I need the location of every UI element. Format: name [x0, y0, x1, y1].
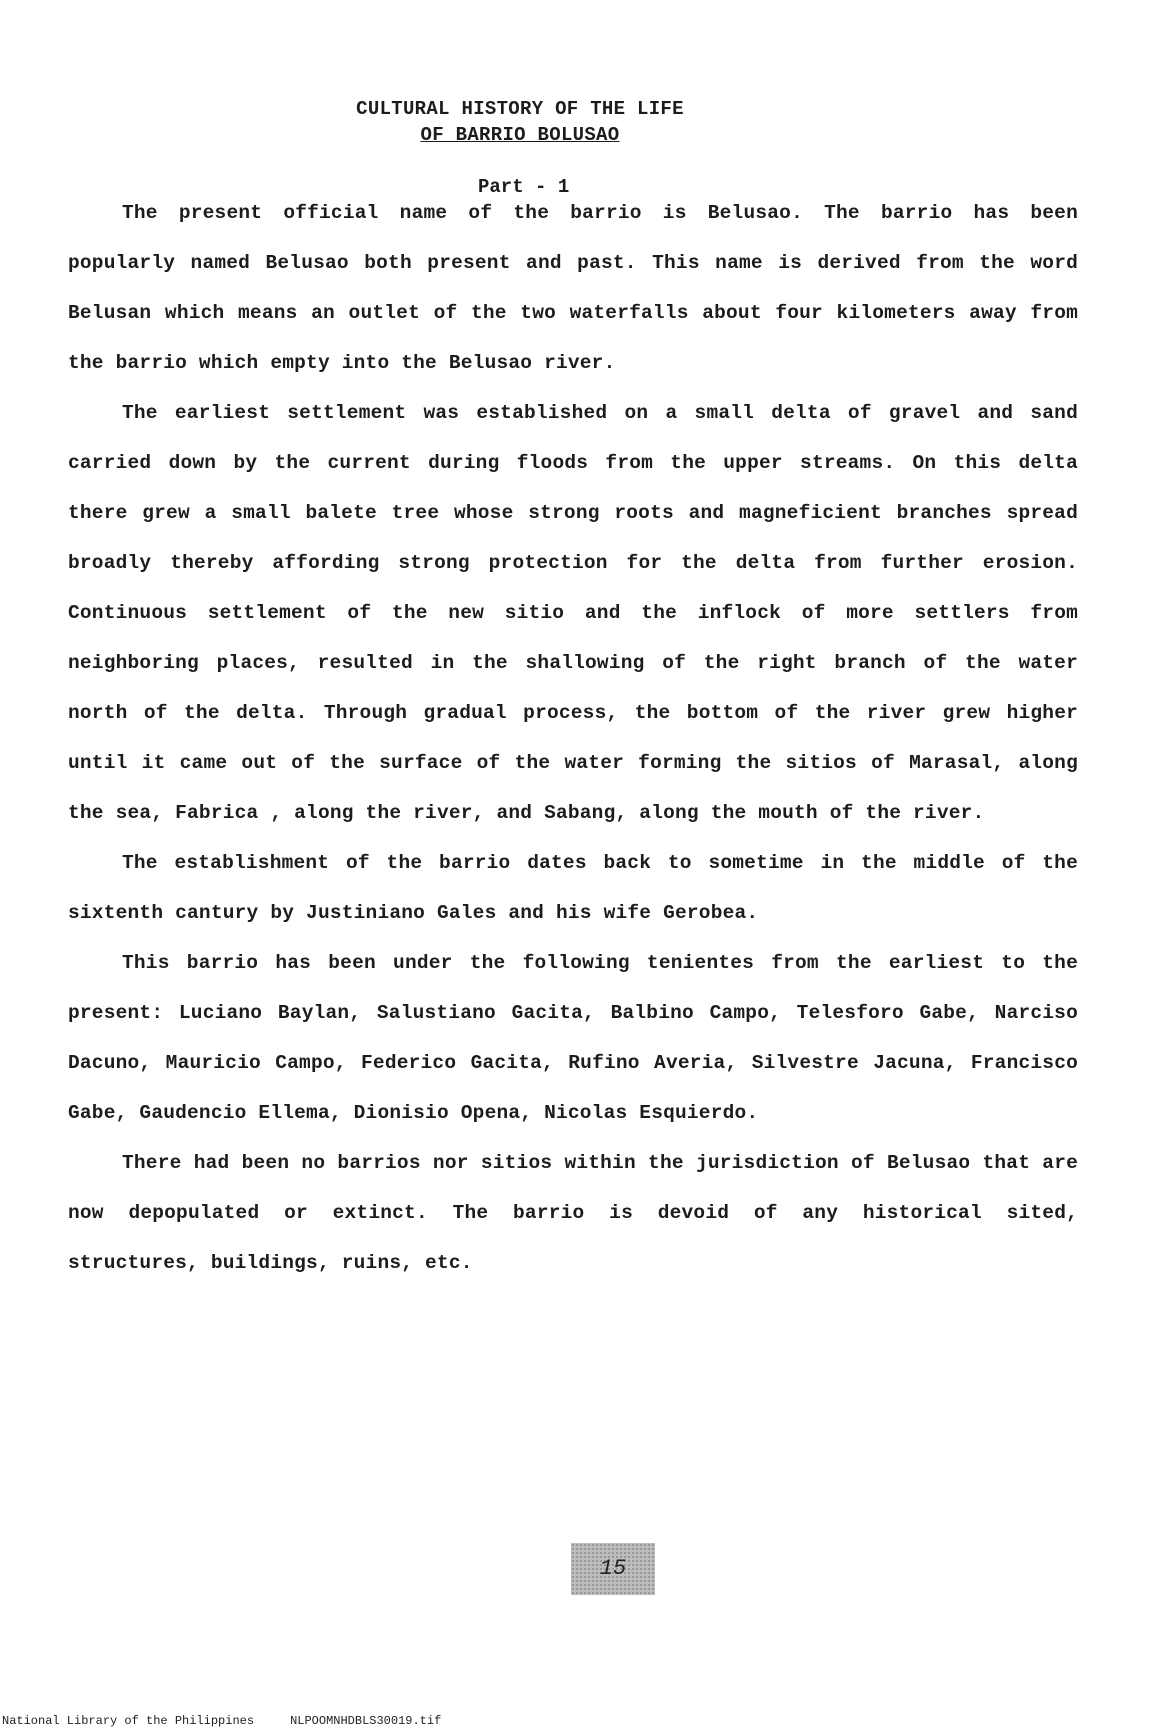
footer-library: National Library of the Philippines [2, 1714, 255, 1728]
document-title [340, 96, 700, 148]
paragraph-depopulated-sitios: There had been no barrios nor sitios within the jurisdiction of Belusao that are now depopulated or extinct. The barrio is devoid of any historical sited, structures, buildings, ruins, etc. [68, 1152, 1078, 1274]
part-label: Part - 1 [478, 176, 570, 198]
paragraph-earliest-settlement: The earliest settlement was established on a small delta of gravel and sand carried down by the current during floods from the upper streams. On this delta there grew a small balete tree whose strong roots and magneficient branches spread broadly thereby affording strong protection for the delta from further erosion. Continuous settlement of the new sitio and the inflock of more settlers from neighboring places, resulted in the shallowing of the right branch of the water north of the delta. Through gradual process, the bottom of the river grew higher until it came out of the surface of the water forming the sitios of Marasal, along the sea, Fabrica , along the river, and Sabang, along the mouth of the river. [68, 402, 1078, 824]
title-line-1: CULTURAL HISTORY OF THE LIFE [356, 98, 684, 120]
paragraph-establishment: The establishment of the barrio dates back to sometime in the middle of the sixtenth cantury by Justiniano Gales and his wife Gerobea. [68, 852, 1078, 924]
page-number: 15 [571, 1543, 655, 1595]
footer-file-id: NLPOOMNHDBLS30019.tif [290, 1714, 442, 1728]
title-line-2: OF BARRIO BOLUSAO [420, 124, 620, 146]
footer [2, 1714, 441, 1728]
document-body [68, 188, 1078, 1288]
paragraph-tenientes: This barrio has been under the following tenientes from the earliest to the present: Luciano Baylan, Salustiano Gacita, Balbino Campo, Telesforo Gabe, Narciso Dacuno, Mauricio Campo, Federico Gacita, Rufino Averia, Silvestre Jacuna, Francisco Gabe, Gaudencio Ellema, Dionisio Opena, Nicolas Esquierdo. [68, 952, 1078, 1124]
paragraph-official-name: The present official name of the barrio is Belusao. The barrio has been popularly named Belusao both present and past. This name is derived from the word Belusan which means an outlet of the two waterfalls about four kilometers away from the barrio which empty into the Belusao river. [68, 202, 1078, 374]
